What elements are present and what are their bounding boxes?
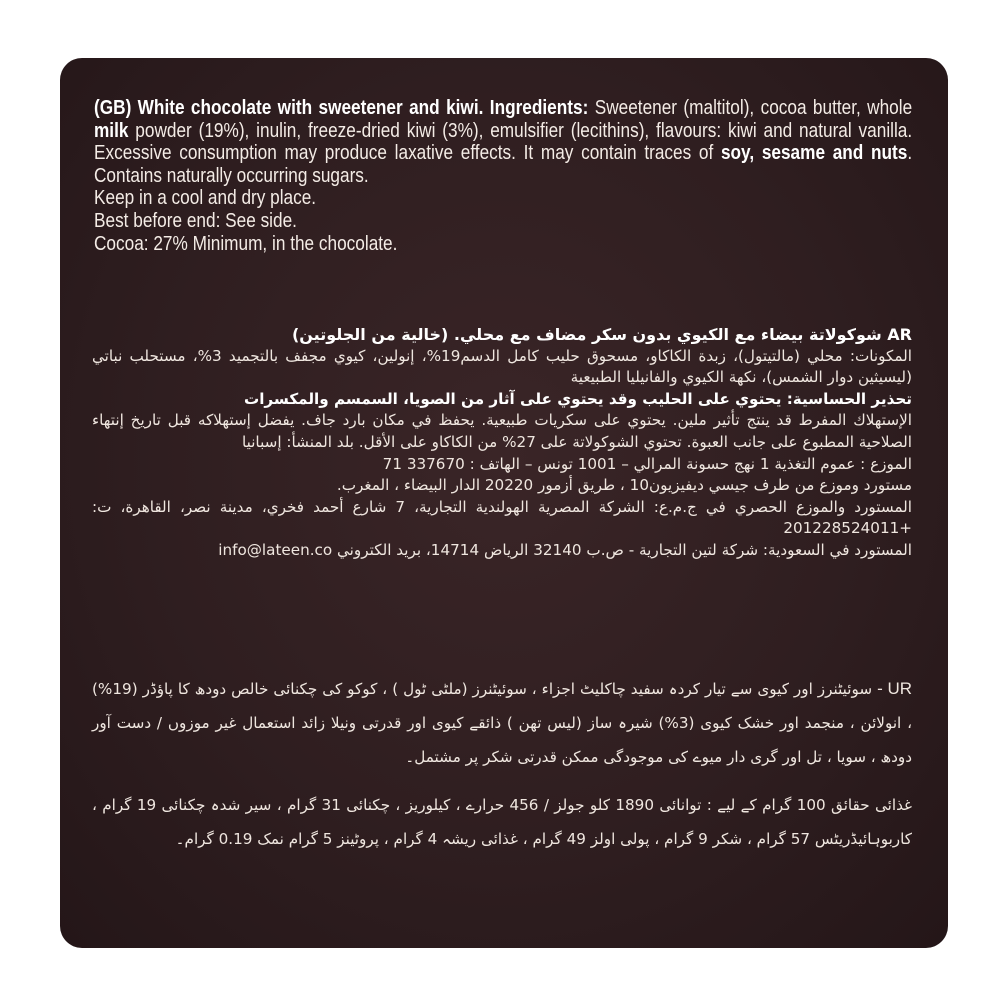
ingredients-text-2: powder (19%), inulin, freeze-dried kiwi (3%), emulsifier (lecithins), flavours: kiwi and natural vanilla. Excessive consumption may produce laxative effects. It may contain traces of	[94, 118, 913, 165]
urdu-ingredients-text: سوئیٹنرز اور کیوی سے تیار کردہ سفید چاکلیٹ اجزاء ، سوئیٹنرز (ملٹی ٹول ) ، کوکو کی چکنائی خالص دودھ کا پاؤڈر (19%) ، انولائن ، منجمد اور خشک کیوی (3%) شیرہ ساز (لیس تھن ) ذائقے کیوی اور قدرتی ونیلا زائد استعمال غیر موزوں / دست آور دودھ ، سویا ، تل اور گری دار میوے کی موجودگی ممکن قدرتی شکر پر مشتمل۔	[92, 680, 912, 766]
urdu-section	[92, 672, 912, 856]
allergen-milk: milk	[94, 118, 129, 142]
ingredients-text-3: . Contains naturally occurring sugars.	[94, 141, 913, 187]
urdu-ingredients	[92, 672, 912, 774]
section-gap	[92, 774, 912, 788]
arabic-heading: AR شوكولاتة بيضاء مع الكيوي بدون سكر مضاف مع محلي. (خالية من الجلوتين)	[291, 325, 912, 344]
urdu-nutrition: غذائی حقائق 100 گرام کے لیے : توانائی 1890 کلو جولز / 456 حرارے ، کیلوریز ، چکنائی 31 گرام ، سیر شدہ چکنائی 19 گرام ، کاربوہائیڈریٹس 57 گرام ، شکر 9 گرام ، پولی اولز 49 گرام ، غذائی ریشہ 4 گرام ، پروٹینز 5 گرام نمک 0.19 گرام۔	[92, 796, 912, 848]
arabic-importer-saudi: المستورد في السعودية: شركة لتين التجارية - ص.ب 32140 الرياض 14714، بريد الكتروني info@lateen.co	[218, 540, 912, 559]
arabic-allergy-warning: تحذير الحساسية: يحتوي على الحليب وقد يحتوي على آثار من الصويا، السمسم والمكسرات	[243, 389, 912, 408]
english-section	[94, 97, 912, 255]
arabic-distributor-tunisia: الموزع : عموم التغذية 1 نهج حسونة المرالي – 1001 تونس – الهاتف : 337670 71	[382, 454, 912, 473]
ingredients-label: Ingredients:	[489, 96, 589, 119]
arabic-ingredients: المكونات: محلي (مالتيتول)، زبدة الكاكاو، مسحوق حليب كامل الدسم19%، إنولين، كيوي مجفف بالتجميد 3%، مستحلب نباتي (ليسيثين دوار الشمس)، نكهة الكيوي والفانيليا الطبيعية	[92, 346, 913, 387]
arabic-importer-egypt: المستورد والموزع الحصري في ج.م.ع: الشركة المصرية الهولندية التجارية، 7 شارع أحمد فخري، مدينة نصر، القاهرة، ت: +201228524011	[92, 497, 913, 538]
product-heading: (GB) White chocolate with sweetener and kiwi.	[94, 96, 484, 119]
arabic-section	[92, 324, 912, 562]
urdu-tag: - UR	[877, 679, 913, 698]
allergen-list: soy, sesame and nuts	[720, 141, 908, 165]
arabic-importer-morocco: مستورد وموزع من طرف جيسي ديفيزيون10 ، طريق أزمور 20220 الدار البيضاء ، المغرب.	[336, 476, 912, 495]
best-before: Best before end: See side.	[94, 208, 297, 232]
cocoa-content: Cocoa: 27% Minimum, in the chocolate.	[94, 231, 398, 255]
english-ingredients	[94, 97, 912, 187]
ingredients-text-1: Sweetener (maltitol), cocoa butter, whole	[588, 96, 913, 119]
arabic-consumption: الإستهلاك المفرط قد ينتج تأثير ملين. يحتوي على سكريات طبيعية. يحفظ في مكان بارد جاف. يفضل إستهلاكه قبل تاريخ إنتهاء الصلاحية المطبوع على جانب العبوة. تحتوي الشوكولاتة على 27% من الكاكاو على الأقل. بلد المنشأ: إسبانيا	[92, 411, 912, 451]
storage-instruction: Keep in a cool and dry place.	[94, 186, 317, 210]
